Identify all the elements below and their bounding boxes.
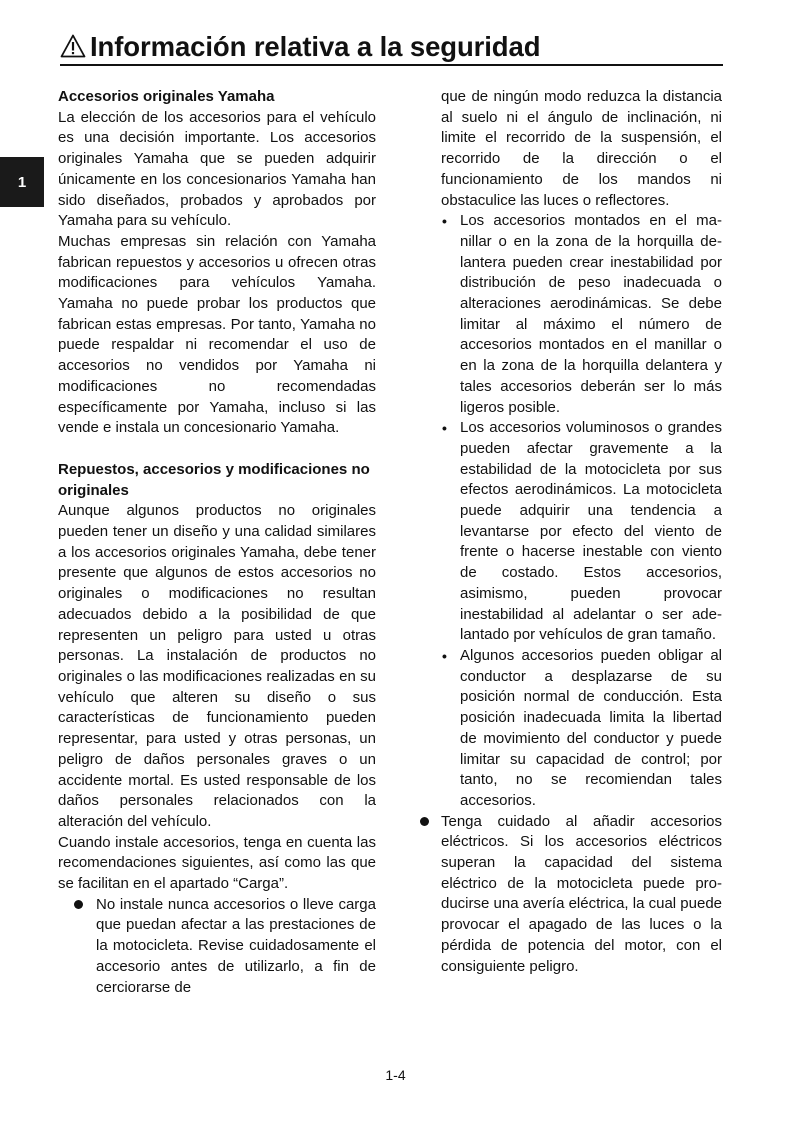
paragraph: La elección de los accesorios para el vehículo es una decisión importante. Los accesorios originales Yamaha que se pueden adquirir únicamente en los concesionarios Yamaha han sido diseñados, probados y aprobados por Yamaha para su vehículo. <box>58 108 376 230</box>
section-heading-original-accessories: Accesorios originales Yamaha <box>58 88 275 105</box>
paragraph: Cuando instale accesorios, tenga en cuenta las recomendaciones siguientes, así como las que se facilitan en el apartado “Carga”. <box>58 833 376 893</box>
bullet-icon: • <box>442 213 447 230</box>
page-number: 1-4 <box>385 1067 406 1083</box>
page-header <box>60 30 723 66</box>
right-column <box>422 87 722 977</box>
bullet-icon: • <box>442 420 447 437</box>
chapter-tab: 1 <box>0 157 44 207</box>
page-title: Información relativa a la seguridad <box>90 31 541 62</box>
list-item: Tenga cuidado al añadir accesorios eléctricos. Si los accesorios eléctricos superan la capacidad del sistema eléctrico de la motocicleta puede producirse una avería eléctrica, la cual puede provocar el apagado de las luces o la pérdida de potencia del motor, con el consiguiente peligro. <box>422 812 722 978</box>
list-item-continuation: que de ningún modo reduzca la distancia al suelo ni el ángulo de inclinación, ni limite el recorrido de la suspensión, el recorrido de la dirección o el funcionamiento de los mandos ni obstaculice las luces o reflectores. <box>441 88 722 209</box>
sub-list-item: • Algunos accesorios pueden obligar al conductor a desplazarse de su posición normal de conducción. Esta posición inadecuada limita la libertad de movimiento del conductor y puede limitar su capacidad de control; por tanto, no se recomiendan tales accesorios. <box>442 646 722 809</box>
bullet-icon: • <box>442 647 447 664</box>
paragraph: Muchas empresas sin relación con Yamaha fabrican repuestos y accesorios u ofrecen otras modificaciones para vehículos Yamaha. Yamaha no puede probar los productos que fabrican estas empresas. Por tanto, Yamaha no puede respaldar ni recomendar el uso de accesorios no vendidos por Yamaha ni modificaciones no recomendadas específicamente por Yamaha, incluso si las vende e instala un concesionario Yamaha. <box>58 232 376 437</box>
recommendation-list <box>58 895 376 999</box>
sub-list-item: • Los accesorios montados en el manillar o en la zona de la horquilla delantera pueden crear inestabilidad por distribución de peso inadecuada o alteraciones aerodinámicas. Se debe limitar al máximo el número de accesorios montados en el manillar o en la zona de la horquilla delantera y tales accesorios deberán ser lo más ligeros posible. <box>442 212 722 416</box>
sub-list-item: • Los accesorios voluminosos o grandes pueden afectar gravemente a la estabilidad de la motocicleta por sus efectos aerodinámicos. La motocicleta puede adquirir una tendencia a levantarse por efecto del viento de frente o hacerse inestable con viento de costado. Estos accesorios, asimismo, pueden provocar inestabilidad al adelantar o ser adelantado por vehículos de gran tamaño. <box>442 419 722 644</box>
paragraph: Aunque algunos productos no originales pueden tener un diseño y una calidad similares a los accesorios originales Yamaha, debe tener presente que algunos de estos accesorios no originales o modificaciones no resultan adecuados debido a la posibilidad de que representen un peligro para usted u otras personas. La instalación de productos no originales o las modificaciones realizadas en su vehículo que alteren su diseño o sus características de funcionamiento pueden representar, para usted y otras personas, un peligro de daños personales graves o un accidente mortal. Es usted responsable de los daños personales relacionados con la alteración del vehículo. <box>58 502 376 830</box>
warning-triangle-icon <box>60 34 86 58</box>
section-heading-non-original-parts: Repuestos, accesorios y modificaciones no originales <box>58 460 370 499</box>
sub-list <box>422 211 722 811</box>
list-item: No instale nunca accesorios o lleve carga que puedan afectar a las prestaciones de la motocicleta. Revise cuidadosamente el accesorio antes de utilizarlo, a fin de cerciorarse de <box>58 895 376 999</box>
left-column <box>58 87 376 998</box>
title-underline <box>60 64 723 66</box>
recommendation-list <box>422 812 722 978</box>
